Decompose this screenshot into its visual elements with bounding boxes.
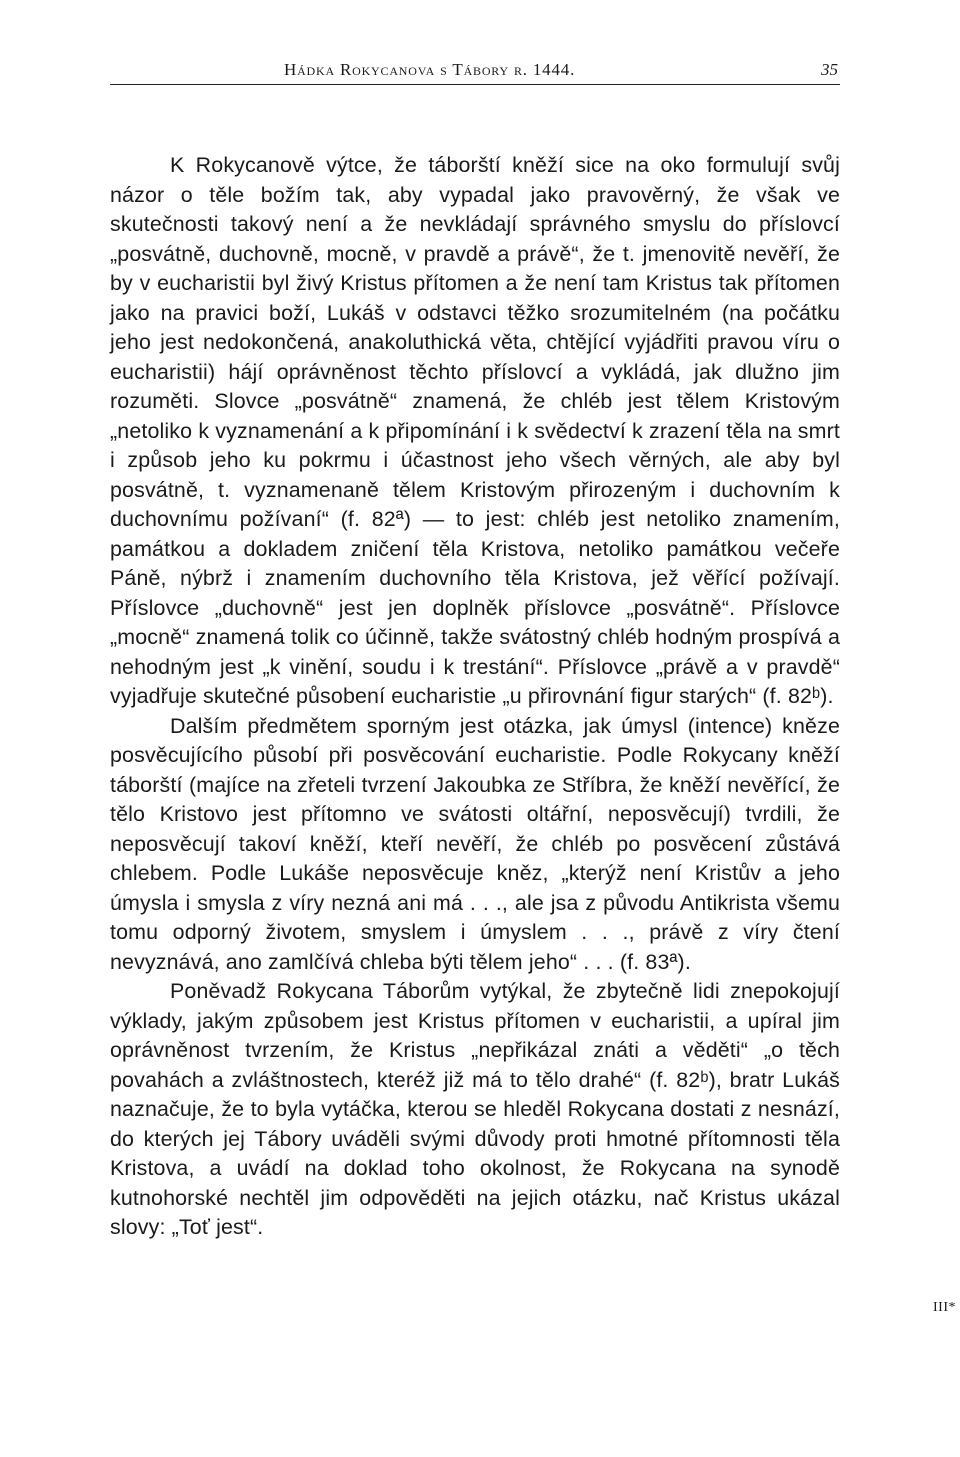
page	[110, 58, 840, 1243]
signature-mark: III*	[933, 1300, 956, 1315]
running-title: Hádka Rokycanova s Tábory r. 1444.	[284, 60, 576, 79]
paragraph-2: Dalším předmětem sporným jest otázka, jak úmysl (intence) kněze posvěcujícího působí při posvěcování eucharistie. Podle Rokycany kněží táborští (majíce na zřeteli tvrzení Jakoubka ze Stříbra, že kněží nevěřící, že tělo Kristovo jest přítomno ve svátosti oltářní, neposvěcují) tvrdili, že neposvěcují takoví kněží, kteří nevěří, že chléb po posvěcení zůstává chlebem. Podle Lukáše neposvěcuje kněz, „kterýž není Kristův a jeho úmysla i smysla z víry nezná ani má . . ., ale jsa z původu Antikrista všemu tomu odporný životem, smyslem i úmyslem . . ., právě z víry čtení nevyznává, ano zamlčívá chleba býti tělem jeho“ . . . (f. 83ª).	[110, 713, 840, 974]
running-head	[110, 58, 840, 85]
paragraph-1: K Rokycanově výtce, že táborští kněží sice na oko formulují svůj názor o těle božím tak, aby vypadal jako pravověrný, že však ve skutečnosti takový není a že nevkládají správného smyslu do příslovcí „posvátně, duchovně, mocně, v pravdě a právě“, že t. jmenovitě nevěří, že by v eucharistii byl živý Kristus přítomen a že není tam Kristus tak přítomen jako na pravici boží, Lukáš v odstavci těžko srozumitelném (na počátku jeho jest nedokončená, anakoluthická věta, chtějící vyjádřiti pravou víru o eucharistii) hájí oprávněnost těchto příslovcí a vykládá, jak dlužno jim rozuměti. Slovce „posvátně“ znamená, že chléb jest tělem Kristovým „netoliko k vyznamenání a k připomínání i k svědectví k zrazení těla na smrt i způsob jeho ku pokrmu i účastnost jeho všech věrných, ale aby byl posvátně, t. vyznamenaně tělem Kristovým přirozeným i duchovním k duchovnímu požívaní“ (f. 82ª) — to jest: chléb jest netoliko znamením, památkou a dokladem zničení těla Kristova, netoliko památkou večeře Páně, nýbrž i znamením duchovního těla Kristova, jež věřící požívají. Příslovce „duchovně“ jest jen doplněk příslovce „posvátně“. Příslovce „mocně“ znamená tolik co účinně, takže svátostný chléb hodným prospívá a nehodným jest „k vinění, soudu i k trestání“. Příslovce „právě a v pravdě“ vyjadřuje skutečné působení eucharistie „u přirovnání figur starých“ (f. 82ᵇ).	[110, 153, 840, 708]
body-text	[110, 151, 840, 1243]
paragraph-3: Poněvadž Rokycana Táborům vytýkal, že zbytečně lidi znepokojují výklady, jakým způsobem jest Kristus přítomen v eucharistii, a upíral jim oprávněnost tvrzením, že Kristus „nepřikázal znáti a věděti“ „o těch povahách a zvláštnostech, kteréž již má to tělo drahé“ (f. 82ᵇ), bratr Lukáš naznačuje, že to byla vytáčka, kterou se hleděl Rokycana dostati z nesnází, do kterých jej Tábory uváděli svými důvody proti hmotné přítomnosti těla Kristova, a uvádí na doklad toho okolnost, že Rokycana na synodě kutnohorské nechtěl jim odpověděti na jejich otázku, nač Kristus ukázal slovy: „Toť jest“.	[110, 979, 840, 1239]
page-number: 35	[821, 60, 838, 79]
